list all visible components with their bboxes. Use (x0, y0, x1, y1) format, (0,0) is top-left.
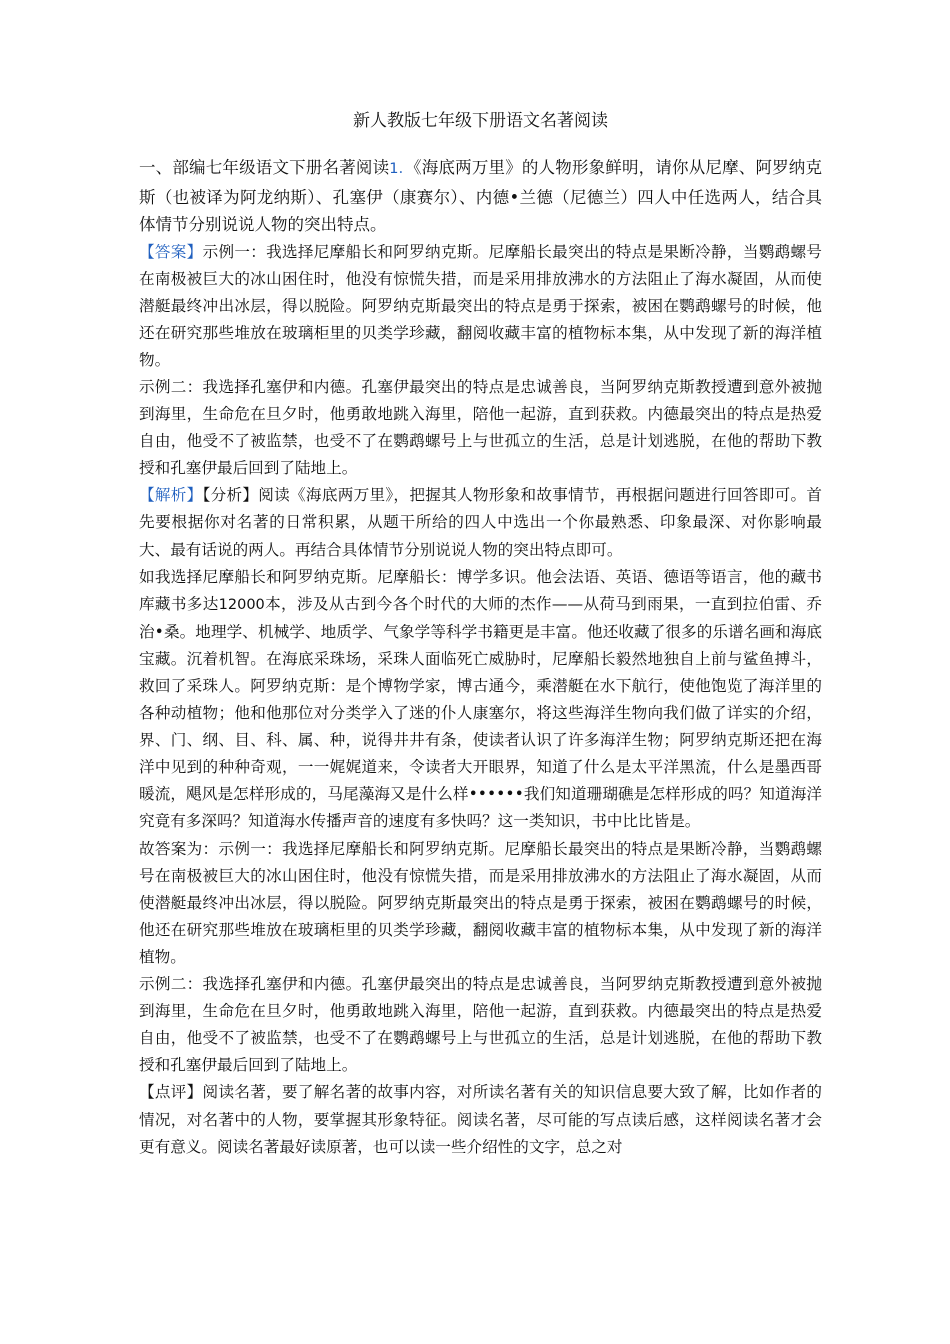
final-answer-example-2: 示例二：我选择孔塞伊和内德。孔塞伊最突出的特点是忠诚善良，当阿罗纳克斯教授遭到意外被抛到海里，生命危在旦夕时，他勇敢地跳入海里，陪他一起游，直到获救。内德最突出的特点是热爱自由，他受不了被监禁，也受不了在鹦鹉螺号上与世孤立的生活，总是计划逃脱，在他的帮助下教授和孔塞伊最后回到了陆地上。 (139, 975, 822, 1075)
analysis-detail-text-b: 本，涉及从古到今各个时代的大师的杰作——从荷马到雨果，一直到拉伯雷、乔治•桑。地理学、机械学、地质学、气象学等科学书籍更是丰富。他还收藏了很多的乐谱名画和海底宝藏。沉着机智。在海底采珠场，采珠人面临死亡威胁时，尼摩船长毅然地独自上前与鲨鱼搏斗，救回了采珠人。阿罗纳克斯：是个博物学家，博古通今，乘潜艇在水下航行，使他饱览了海洋里的各种动植物；他和他那位对分类学入了迷的仆人康塞尔，将这些海洋生物向我们做了详实的介绍，界、门、纲、目、科、属、种，说得井井有条，使读者认识了许多海洋生物；阿罗纳克斯还把在海洋中见到的种种奇观，一一娓娓道来，令读者大开眼界，知道了什么是太平洋黑流，什么是墨西哥暖流，飓风是怎样形成的，马尾藻海又是什么样••••••我们知道珊瑚礁是怎样形成的吗？知道海洋究竟有多深吗？知道海水传播声音的速度有多快吗？这一类知识，书中比比皆是。 (139, 594, 822, 831)
question-number: 1． (389, 161, 414, 177)
question-paragraph (139, 154, 822, 239)
analysis-detail-paragraph (139, 564, 822, 836)
answer-example-1 (139, 239, 822, 374)
question-text: 《海底两万里》的人物形象鲜明，请你从尼摩、阿罗纳克斯（也被译为阿龙纳斯）、孔塞伊（康赛尔）、内德•兰德（尼德兰）四人中任选两人，结合具体情节分别说说人物的突出特点。 (139, 158, 822, 234)
document-title: 新人教版七年级下册语文名著阅读 (353, 111, 608, 131)
final-answer-example-1: 故答案为：示例一：我选择尼摩船长和阿罗纳克斯。尼摩船长最突出的特点是果断冷静，当鹦鹉螺号在南极被巨大的冰山困住时，他没有惊慌失措，而是采用排放沸水的方法阻止了海水凝固，从而使潜艇最终冲出冰层，得以脱险。阿罗纳克斯最突出的特点是勇于探索，被困在鹦鹉螺号的时候，他还在研究那些堆放在玻璃柜里的贝类学珍藏，翻阅收藏丰富的植物标本集，从中发现了新的海洋植物。 (139, 839, 822, 966)
analysis-detail-text-a: 如我选择尼摩船长和阿罗纳克斯。尼摩船长：博学多识。他会法语、英语、德语等语言，他的藏书库藏书多达 (139, 567, 822, 613)
analysis-tag: 【解析】 (139, 486, 203, 505)
analysis-paragraph (139, 482, 822, 563)
comment-paragraph: 【点评】阅读名著，要了解名著的故事内容，对所读名著有关的知识信息要大致了解，比如作者的情况，对名著中的人物，要掌握其形象特征。阅读名著，尽可能的写点读后感，这样阅读名著才会更有意义。阅读名著最好读原著，也可以读一些介绍性的文字，总之对 (139, 1083, 822, 1156)
answer-tag: 【答案】 (139, 242, 203, 261)
book-count-number: 12000 (218, 596, 265, 613)
answer-example-2: 示例二：我选择孔塞伊和内德。孔塞伊最突出的特点是忠诚善良，当阿罗纳克斯教授遭到意外被抛到海里，生命危在旦夕时，他勇敢地跳入海里，陪他一起游，直到获救。内德最突出的特点是热爱自由，他受不了被监禁，也受不了在鹦鹉螺号上与世孤立的生活，总是计划逃脱，在他的帮助下教授和孔塞伊最后回到了陆地上。 (139, 377, 822, 478)
analysis-text: 【分析】阅读《海底两万里》，把握其人物形象和故事情节，再根据问题进行回答即可。首先要根据你对名著的日常积累，从题干所给的四人中选出一个你最熟悉、印象最深、对你影响最大、最有话说的两人。再结合具体情节分别说说人物的突出特点即可。 (139, 486, 822, 559)
section-heading: 一、部编七年级语文下册名著阅读 (139, 158, 390, 177)
answer-example-1-text: 示例一：我选择尼摩船长和阿罗纳克斯。尼摩船长最突出的特点是果断冷静，当鹦鹉螺号在南极被巨大的冰山困住时，他没有惊慌失措，而是采用排放沸水的方法阻止了海水凝固，从而使潜艇最终冲出冰层，得以脱险。阿罗纳克斯最突出的特点是勇于探索，被困在鹦鹉螺号的时候，他还在研究那些堆放在玻璃柜里的贝类学珍藏，翻阅收藏丰富的植物标本集，从中发现了新的海洋植物。 (139, 242, 822, 369)
